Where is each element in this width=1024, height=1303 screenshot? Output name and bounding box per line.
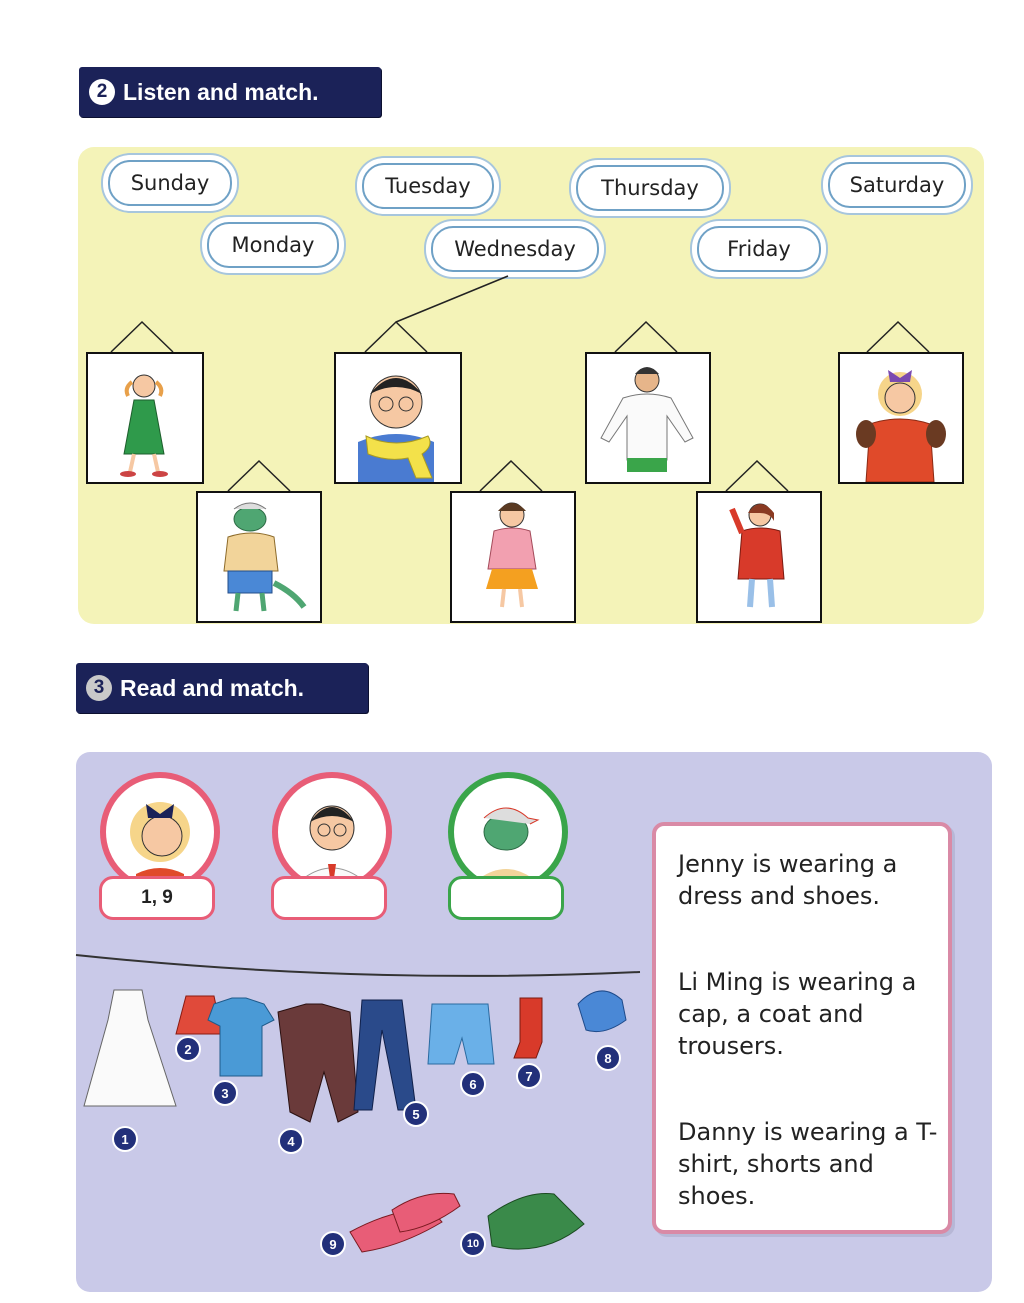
dress-icon [84,990,176,1106]
clothes-number-4: 4 [278,1128,304,1154]
coat-icon [278,1004,358,1122]
day-cloud-sunday[interactable]: Sunday [108,160,232,206]
clothes-number-7: 7 [516,1063,542,1089]
socks-icon [514,998,542,1058]
trousers-icon [354,1000,416,1110]
day-cloud-saturday[interactable]: Saturday [828,162,966,208]
day-cloud-thursday[interactable]: Thursday [576,165,724,211]
red-shoes-icon [350,1193,460,1252]
exercise-3-number: 3 [86,675,112,701]
exercise-2-title: Listen and match. [123,78,319,105]
sentence-li-ming: Li Ming is wearing a cap, a coat and trousers. [678,968,917,1060]
clothes-number-10: 10 [460,1231,486,1257]
clothes-number-1: 1 [112,1126,138,1152]
sentence-danny: Danny is wearing a T-shirt, shorts and shoes. [678,1118,938,1210]
day-cloud-friday[interactable]: Friday [697,226,821,272]
clothes-number-5: 5 [403,1101,429,1127]
day-cloud-monday[interactable]: Monday [207,222,339,268]
sentences-box [652,822,952,1234]
exercise-3-title: Read and match. [120,674,305,701]
clothes-number-8: 8 [595,1045,621,1071]
exercise-2-number: 2 [89,79,115,105]
answer-box-jenny[interactable]: 1, 9 [99,876,215,920]
day-cloud-tuesday[interactable]: Tuesday [362,163,494,209]
green-sneakers-icon [488,1193,584,1249]
clothes-number-6: 6 [460,1071,486,1097]
t-shirt-icon [208,998,274,1076]
clothes-number-3: 3 [212,1080,238,1106]
shorts-icon [428,1004,494,1064]
cap-icon [578,991,626,1032]
sentence-jenny: Jenny is wearing a dress and shoes. [678,850,898,910]
clothes-number-2: 2 [175,1036,201,1062]
day-cloud-wednesday[interactable]: Wednesday [431,226,599,272]
clothes-number-9: 9 [320,1231,346,1257]
